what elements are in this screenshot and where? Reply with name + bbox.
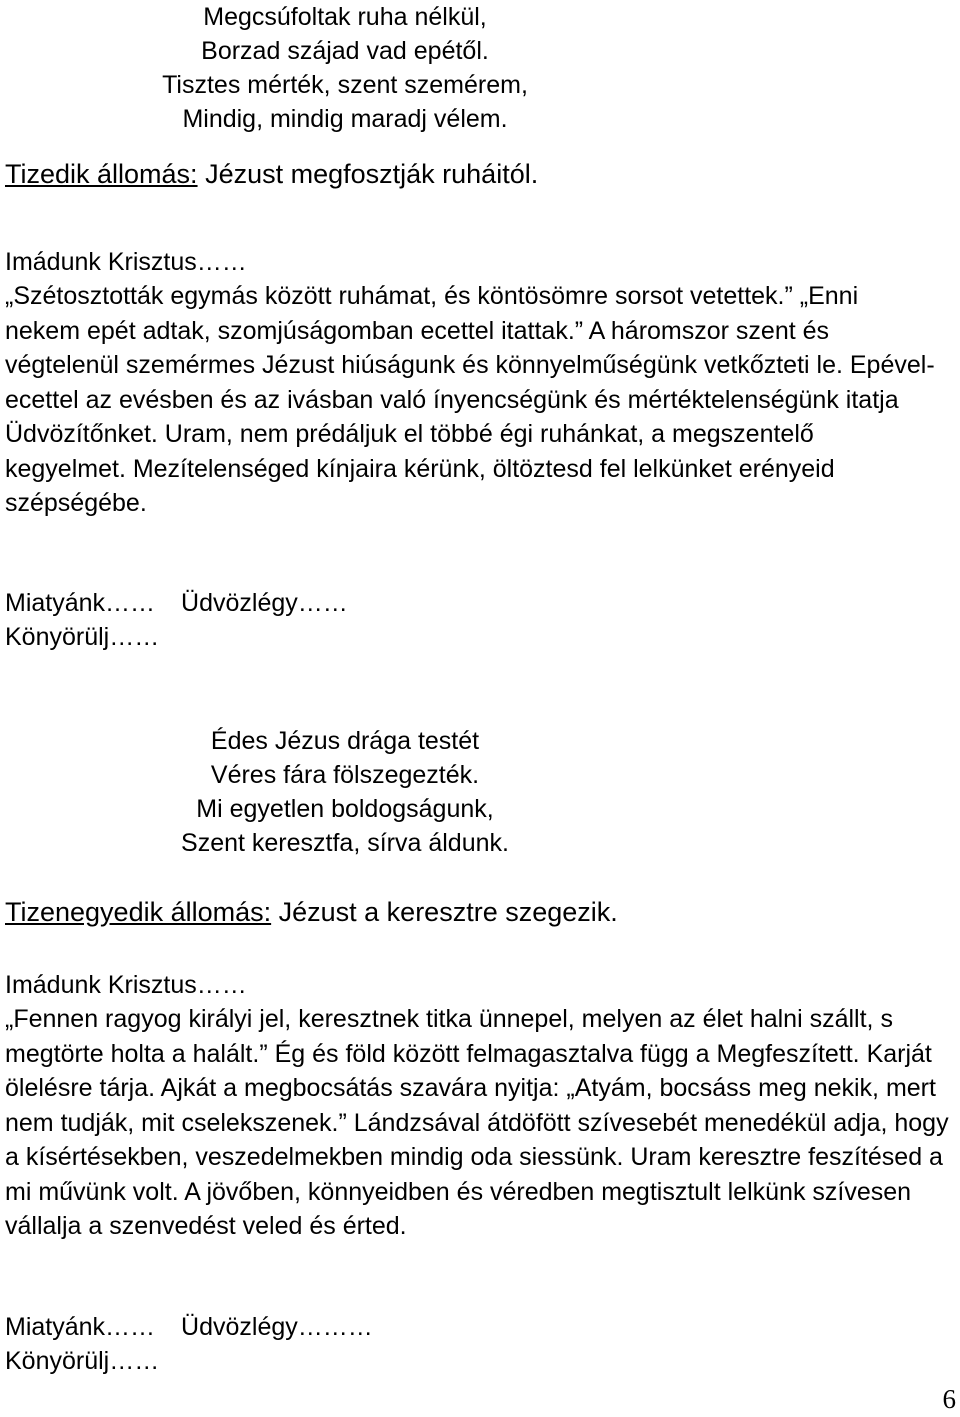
stanza-line: Mindig, mindig maradj vélem.: [182, 105, 508, 133]
prayers-row: [5, 586, 348, 620]
station-11-label: Tizenegyedik állomás:: [5, 897, 272, 927]
station-11-body: „Fennen ragyog királyi jel, keresztnek titka ünnepel, melyen az élet halni szállt, s megtörte holta a halált.” Ég és föld között felmagasztalva függ a Megfeszített. Karját ölelésre tárja. Ajkát a megbocsátás szavára nyitja: „Atyám, bocsáss meg nekik, mert nem tudják, mit cselekszenek.” Lándzsával átdöfött szívesebét menedékül adja, hogy a kísértésekben, veszedelmekben mindig oda siessünk. Uram keresztre feszítésed a mi művünk volt. A jövőben, könnyeidben és véredben megtisztult lelkünk szívesen vállalja a szenvedést veled és érted.: [5, 1005, 949, 1240]
station-10-prayers: [5, 586, 348, 654]
stanza-line: Mi egyetlen boldogságunk,: [196, 795, 494, 823]
stanza-line: Édes Jézus drága testét: [210, 727, 480, 755]
station-11-intro: Imádunk Krisztus……: [5, 971, 247, 999]
station-10-title: Jézust megfosztják ruháitól.: [197, 159, 539, 189]
station-10-body: „Szétosztották egymás között ruhámat, és köntösömre sorsot vetettek.” „Enni nekem epét adtak, szomjúságomban ecettel itattak.” A háromszor szent és végtelenül szemérmes Jézust hiúságunk és könnyelműségünk vetkőzteti le. Epével-ecettel az evésben és az ivásban való ínyencségünk és mértéktelenségünk itatja Üdvözítőnket. Uram, nem prédáljuk el többé égi ruhánkat, a megszentelő kegyelmet. Mezítelenséged kínjaira kérünk, öltöztesd fel lelkünket erényeid szépségébe.: [5, 282, 935, 517]
station-10-intro: Imádunk Krisztus……: [5, 248, 247, 276]
prayer-our-father: Miatyánk……: [5, 1313, 156, 1341]
prayer-hail-mary: Üdvözlégy……: [181, 589, 348, 617]
stanza-line: Véres fára fölszegezték.: [210, 761, 480, 789]
prayer-mercy: Könyörülj……: [5, 623, 160, 651]
stanza-line: Borzad szájad vad epétől.: [201, 37, 489, 65]
station-10-heading: [5, 156, 538, 192]
prayer-our-father: Miatyánk……: [5, 589, 156, 617]
stanza-1: [5, 0, 685, 136]
page-number: 6: [942, 1384, 956, 1414]
station-11-prayers: [5, 1310, 373, 1378]
prayers-row: [5, 1310, 373, 1344]
prayer-mercy: Könyörülj……: [5, 1347, 160, 1375]
stanza-2: [5, 724, 685, 860]
station-11-heading: [5, 894, 618, 930]
stanza-line: Szent keresztfa, sírva áldunk.: [181, 829, 509, 857]
stanza-line: Tisztes mérték, szent szemérem,: [162, 71, 528, 99]
station-10-label: Tizedik állomás:: [5, 159, 198, 189]
station-11-title: Jézust a keresztre szegezik.: [271, 897, 618, 927]
stanza-line: Megcsúfoltak ruha nélkül,: [203, 3, 487, 31]
prayer-hail-mary: Üdvözlégy………: [181, 1313, 373, 1341]
